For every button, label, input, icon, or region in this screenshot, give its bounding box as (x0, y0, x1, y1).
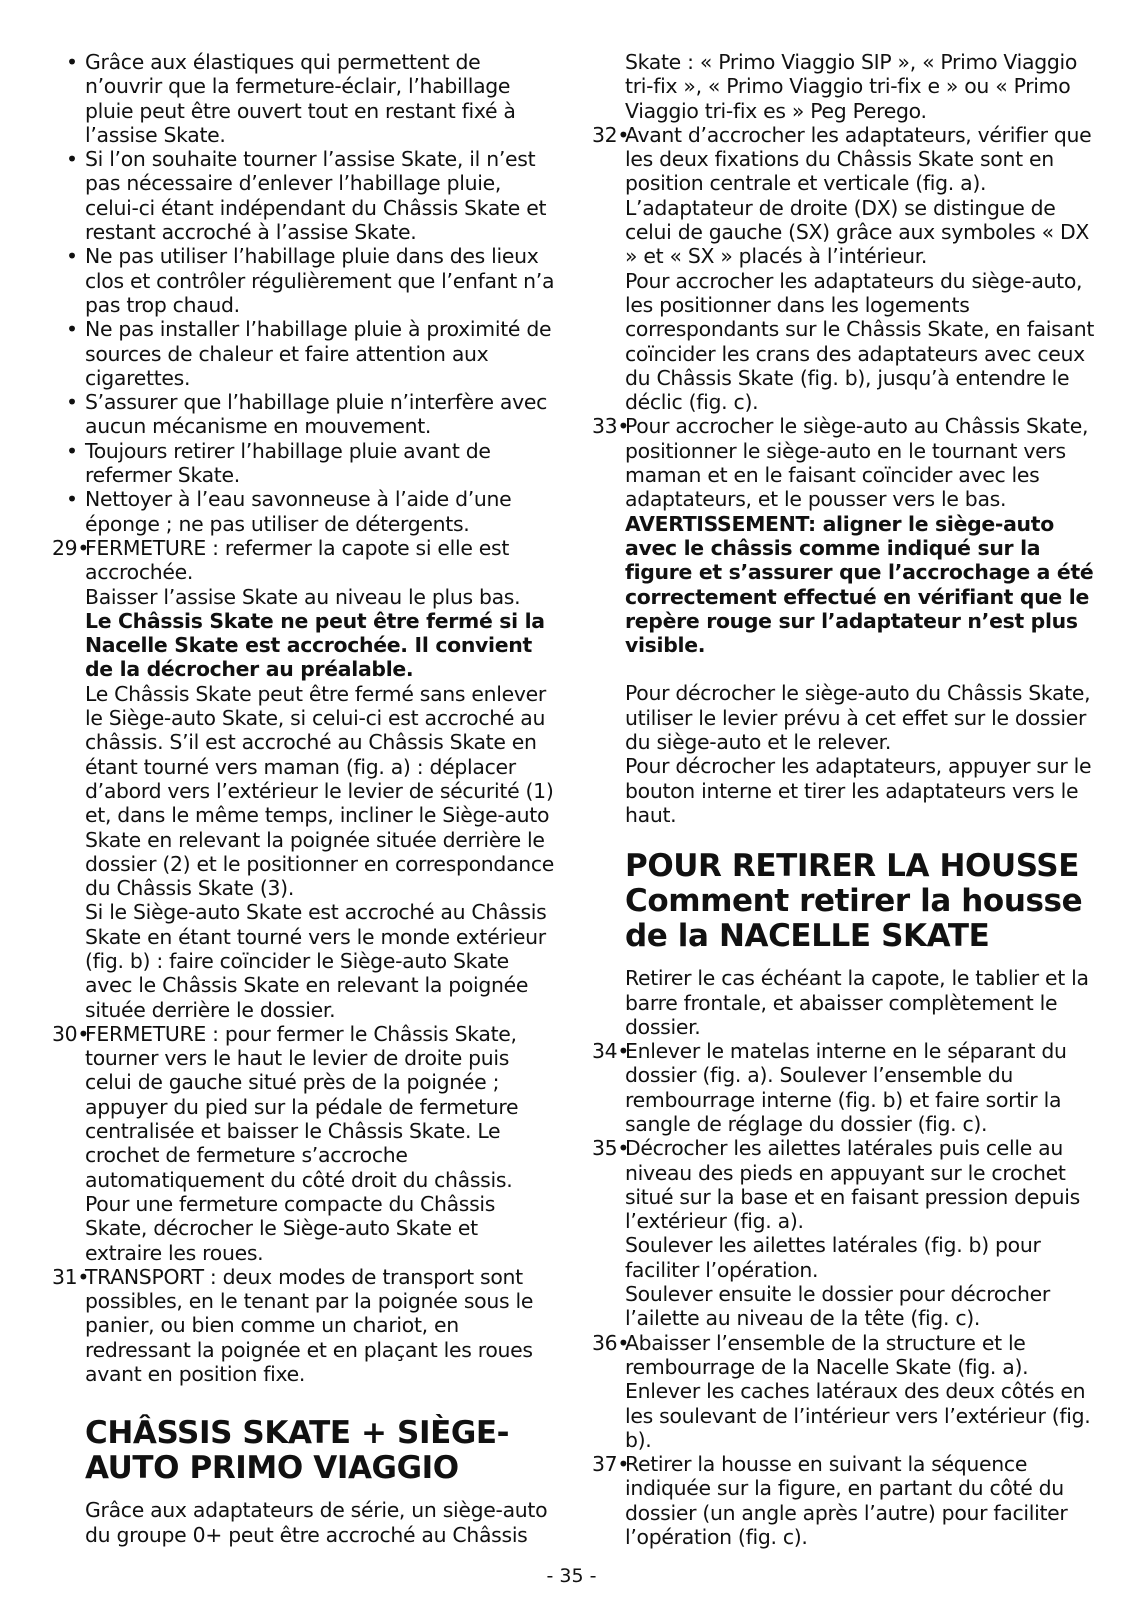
step-30: 30• FERMETURE : pour fermer le Châssis Skate, tourner vers le haut le levier de droite puis celui de gauche situé près de la poignée ; appuyer du pied sur la pédale de fermeture centralisée et baisser le Châssis Skate. Le crochet de fermeture s’accroche automatiquement du côté droit du châssis. (52, 1021, 519, 1192)
step-33-text: Pour décrocher le siège-auto du Châssis Skate, utiliser le levier prévu à cet effet sur le dossier du siège-auto et le relever. (625, 681, 1091, 755)
step-29-text: Si le Siège-auto Skate est accroché au Châssis Skate en étant tourné vers le monde extérieur (fig. b) : faire coïncider le Siège-auto Skate avec le Châssis Skate en relevant la poignée située derrière le dossier. (85, 900, 547, 1022)
step-33-text: Pour décrocher les adaptateurs, appuyer sur le bouton interne et tirer les adaptateurs vers le haut. (625, 754, 1092, 827)
section-intro: Grâce aux adaptateurs de série, un siège-auto du groupe 0+ peut être accroché au Châssis (85, 1498, 548, 1547)
step-35: 35• Décrocher les ailettes latérales puis celle au niveau des pieds en appuyant sur le crochet situé sur la base et en faisant pression depuis l’extérieur (fig. a). (592, 1136, 1080, 1234)
list-item: • Nettoyer à l’eau savonneuse à l’aide d’une éponge ; ne pas utiliser de détergents. (66, 487, 512, 536)
list-item: • Grâce aux élastiques qui permettent de n’ouvrir que la fermeture-éclair, l’habillage pluie peut être ouvert tout en restant fixé à l’assise Skate. (66, 50, 516, 147)
step-36-text: Enlever les caches latéraux des deux côtés en les soulevant de l’intérieur vers l’extérieur (fig. b). (625, 1379, 1091, 1452)
step-32-text: Pour accrocher les adaptateurs du siège-auto, les positionner dans les logements correspondants sur le Châssis Skate, en faisant coïncider les crans des adaptateurs avec ceux du Châssis Skate (fig. b), jusqu’à entendre le déclic (fig. c). (625, 268, 1095, 415)
step-29-text: Le Châssis Skate peut être fermé sans enlever le Siège-auto Skate, si celui-ci est accroché au châssis. S’il est accroché au Châssis Skate en étant tourné vers maman (fig. a) : déplacer d’abord vers l’extérieur le levier de sécurité (1) et, dans le même temps, incliner le Siège-auto Skate en relevant la poignée située derrière le dossier (2) et le positionner en correspondance du Châssis Skate (3). (85, 681, 555, 901)
step-31: 31• TRANSPORT : deux modes de transport sont possibles, en le tenant par la poignée sous le panier, ou bien comme un chariot, en redressant la poignée et en plaçant les roues avant en position fixe. (52, 1264, 534, 1387)
step-36: 36• Abaisser l’ensemble de la structure et le rembourrage de la Nacelle Skate (fig. a). (592, 1330, 1029, 1379)
section-intro: Retirer le cas échéant la capote, le tablier et la barre frontale, et abaisser complètement le dossier. (625, 966, 1089, 1039)
section-heading: POUR RETIRER LA HOUSSE Comment retirer la housse de la NACELLE SKATE (625, 848, 1083, 955)
list-item: • Ne pas installer l’habillage pluie à proximité de sources de chaleur et faire attention aux cigarettes. (66, 317, 552, 390)
step-33: 33• Pour accrocher le siège-auto au Châssis Skate, positionner le siège-auto en le tournant vers maman et en le faisant coïncider avec les adaptateurs, et le pousser vers le bas. (592, 414, 1089, 512)
step-29-warning: Le Châssis Skate ne peut être fermé si la Nacelle Skate est accrochée. Il convient de la décrocher au préalable. (85, 608, 545, 682)
right-column (592, 50, 1102, 1549)
step-34: 34• Enlever le matelas interne en le séparant du dossier (fig. a). Soulever l’ensemble du rembourrage interne (fig. b) et faire sortir la sangle de réglage du dossier (fig. c). (592, 1039, 1067, 1136)
list-item: • Toujours retirer l’habillage pluie avant de refermer Skate. (66, 438, 491, 488)
list-item: • Si l’on souhaite tourner l’assise Skate, il n’est pas nécessaire d’enlever l’habillage pluie, celui-ci étant indépendant du Châssis Skate et restant accroché à l’assise Skate. (66, 147, 547, 245)
page-number: - 35 - (546, 1565, 597, 1587)
step-37: 37• Retirer la housse en suivant la séquence indiquée sur la figure, en partant du côté du dossier (un angle après l’autre) pour faciliter l’opération (fig. c). (592, 1452, 1068, 1550)
continued-text: Skate : « Primo Viaggio SIP », « Primo Viaggio tri-fix », « Primo Viaggio tri-fix e » ou « Primo Viaggio tri-fix es » Peg Perego. (625, 50, 1078, 123)
list-item: • Ne pas utiliser l’habillage pluie dans des lieux clos et contrôler régulièrement que l’enfant n’a pas trop chaud. (66, 244, 555, 317)
left-column (52, 50, 556, 1547)
step-29-text: Baisser l’assise Skate au niveau le plus bas. (85, 584, 521, 609)
step-29: 29• FERMETURE : refermer la capote si elle est accrochée. (52, 535, 510, 585)
step-35-text: Soulever les ailettes latérales (fig. b) pour faciliter l’opération. (625, 1233, 1041, 1282)
step-35-text: Soulever ensuite le dossier pour décrocher l’ailette au niveau de la tête (fig. c). (625, 1282, 1050, 1331)
step-32-text: L’adaptateur de droite (DX) se distingue de celui de gauche (SX) grâce aux symboles « DX » et « SX » placés à l’intérieur. (625, 195, 1090, 269)
section-heading: CHÂSSIS SKATE + SIÈGE-AUTO PRIMO VIAGGIO (85, 1415, 510, 1487)
list-item: • S’assurer que l’habillage pluie n’interfère avec aucun mécanisme en mouvement. (66, 390, 548, 439)
step-32: 32• Avant d’accrocher les adaptateurs, vérifier que les deux fixations du Châssis Skate sont en position centrale et verticale (fig. a). (592, 122, 1092, 196)
step-33-warning: AVERTISSEMENT: aligner le siège-auto avec le châssis comme indiqué sur la figure et s’assurer que l’accrochage a été correctement effectué en vérifiant que le repère rouge sur l’adaptateur n’est plus visible. (625, 511, 1094, 658)
step-30-text: Pour une fermeture compacte du Châssis Skate, décrocher le Siège-auto Skate et extraire les roues. (85, 1191, 496, 1265)
